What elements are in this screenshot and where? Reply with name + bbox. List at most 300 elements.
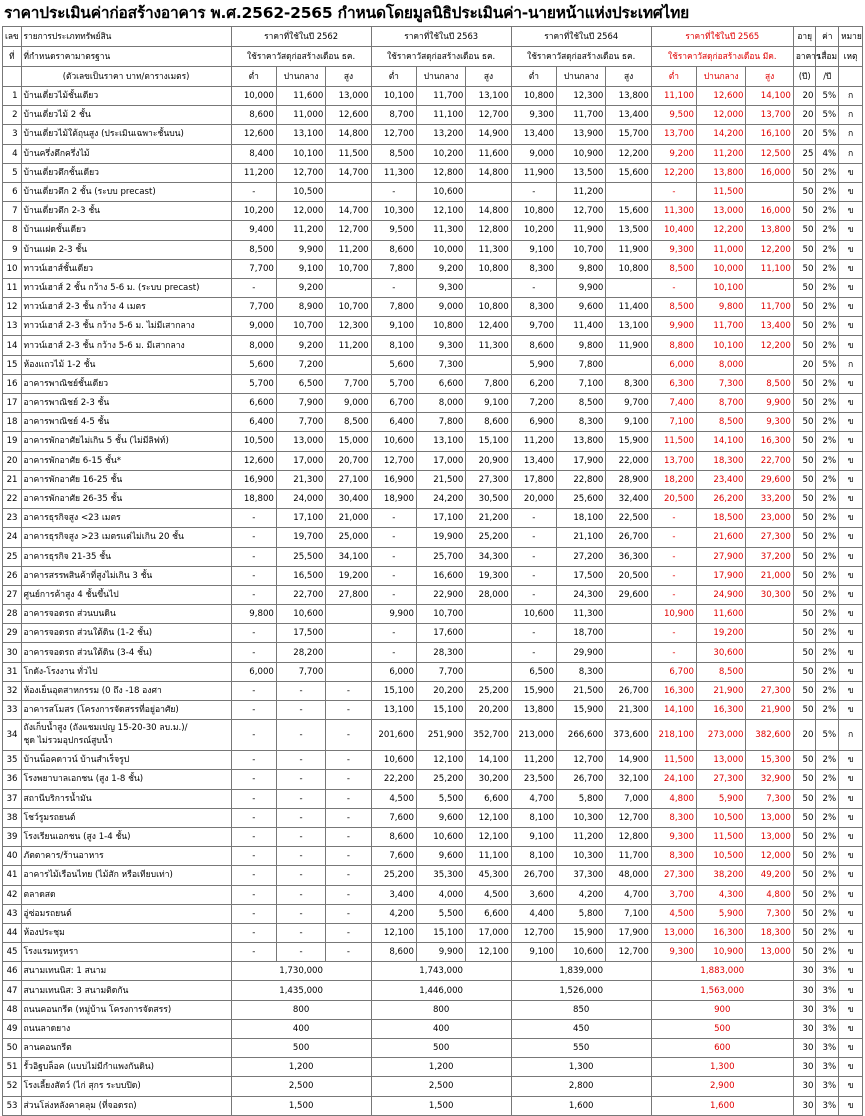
- price-2562-low: -: [231, 624, 276, 643]
- price-2564-mid: 18,100: [556, 509, 605, 528]
- price-2564-low: 9,700: [511, 317, 556, 336]
- price-2563-high: 8,600: [466, 413, 511, 432]
- price-2564-high: 11,900: [606, 240, 651, 259]
- price-2563-high: 14,100: [466, 751, 511, 770]
- price-2564-mid: 10,700: [556, 240, 605, 259]
- price-2563-low: -: [371, 643, 416, 662]
- price-2563-high: 11,100: [466, 847, 511, 866]
- price-2564-low: -: [511, 509, 556, 528]
- depreciation-rate: 2%: [816, 451, 839, 470]
- price-2564-low: 8,300: [511, 298, 556, 317]
- price-2563-mid: 9,300: [416, 336, 465, 355]
- price-2563-high: 15,100: [466, 432, 511, 451]
- price-2564-high: 20,500: [606, 566, 651, 585]
- price-2563-low: 10,100: [371, 87, 416, 106]
- depreciation-rate: 5%: [816, 720, 839, 751]
- price-2562-high: 11,200: [326, 240, 371, 259]
- price-2562-high: [326, 278, 371, 297]
- row-number: 20: [3, 451, 22, 470]
- building-life: 50: [793, 866, 816, 885]
- price-2562-mid: -: [276, 681, 325, 700]
- price-2563-mid: 10,800: [416, 317, 465, 336]
- price-2565-mid: 27,900: [697, 547, 746, 566]
- price-2562-low: -: [231, 528, 276, 547]
- price-2562-mid: 17,000: [276, 451, 325, 470]
- price-2565-high: 23,000: [746, 509, 793, 528]
- depreciation-rate: 5%: [816, 125, 839, 144]
- price-2565-low: 24,100: [651, 770, 696, 789]
- price-2565-high: 9,900: [746, 394, 793, 413]
- price-2565-low: -: [651, 509, 696, 528]
- price-2565-mid: 12,600: [697, 87, 746, 106]
- price-2564-high: 22,000: [606, 451, 651, 470]
- price-2565-low: -: [651, 624, 696, 643]
- item-name-text: อาคารสรรพสินค้าที่สูงไม่เกิน 3 ชั้น: [23, 570, 153, 581]
- item-name-text: อาคารพักอาศัย 16-25 ชั้น: [23, 474, 123, 485]
- price-2563-high: 27,300: [466, 470, 511, 489]
- building-life: 25: [793, 144, 816, 163]
- price-2565-low: 10,400: [651, 221, 696, 240]
- row-number: 13: [3, 317, 22, 336]
- price-2562-low: -: [231, 547, 276, 566]
- price-2562-low: 5,700: [231, 374, 276, 393]
- item-name: [21, 566, 231, 585]
- price-2564-mid: 9,800: [556, 259, 605, 278]
- price-2563-low: 7,600: [371, 847, 416, 866]
- building-life: 50: [793, 566, 816, 585]
- price-2563-mid: 12,100: [416, 202, 465, 221]
- depreciation-rate: 2%: [816, 681, 839, 700]
- table-row: [3, 662, 863, 681]
- price-2565-mid: 21,600: [697, 528, 746, 547]
- item-name-text: สถานีบริการน้ำมัน: [23, 793, 92, 804]
- price-2563-low: 7,800: [371, 298, 416, 317]
- note-code: ข: [839, 624, 863, 643]
- note-code: ข: [839, 585, 863, 604]
- price-2563-high: 25,200: [466, 681, 511, 700]
- price-2564-mid: 12,300: [556, 87, 605, 106]
- price-2563-low: 4,500: [371, 789, 416, 808]
- price-2565-mid: 16,300: [697, 701, 746, 720]
- price-2564-low: 8,100: [511, 847, 556, 866]
- price-2564-high: 9,100: [606, 413, 651, 432]
- item-name-text: บ้านเดี่ยวไม้ชั้นเดียว: [23, 91, 99, 102]
- item-header-3: (ตัวเลขเป็นราคา บาท/ตารางเมตร): [21, 67, 231, 87]
- row-number: 3: [3, 125, 22, 144]
- price-2563: 1,446,000: [371, 981, 511, 1000]
- price-2565-high: 8,500: [746, 374, 793, 393]
- price-2565-high: 16,000: [746, 163, 793, 182]
- price-2563-mid: 25,200: [416, 770, 465, 789]
- price-2565: 1,563,000: [651, 981, 793, 1000]
- price-2564-mid: 10,300: [556, 808, 605, 827]
- price-2564-low: -: [511, 585, 556, 604]
- price-2562-low: 6,600: [231, 394, 276, 413]
- price-2563-mid: 10,700: [416, 605, 465, 624]
- price-2564-low: -: [511, 643, 556, 662]
- item-name-text: อาคารพักอาศัย 6-15 ชั้น*: [23, 455, 122, 466]
- price-2565-mid: 18,500: [697, 509, 746, 528]
- note-code: ข: [839, 451, 863, 470]
- price-2565-low: -: [651, 566, 696, 585]
- price-2562-mid: 13,000: [276, 432, 325, 451]
- table-row: [3, 87, 863, 106]
- building-life: 50: [793, 336, 816, 355]
- row-number: 42: [3, 885, 22, 904]
- depreciation-rate: 2%: [816, 789, 839, 808]
- price-2563-mid: 20,200: [416, 681, 465, 700]
- item-name: [21, 681, 231, 700]
- building-life: 30: [793, 981, 816, 1000]
- row-number: 44: [3, 923, 22, 942]
- depreciation-rate: 2%: [816, 866, 839, 885]
- price-2563-high: 6,600: [466, 904, 511, 923]
- price-2565-mid: 18,300: [697, 451, 746, 470]
- price-2562-low: -: [231, 770, 276, 789]
- table-row: [3, 413, 863, 432]
- building-life: 50: [793, 808, 816, 827]
- row-number: 47: [3, 981, 22, 1000]
- building-life: 30: [793, 1058, 816, 1077]
- price-2565-low: -: [651, 547, 696, 566]
- table-row: [3, 278, 863, 297]
- price-2562: 500: [231, 1039, 371, 1058]
- price-2563-low: -: [371, 566, 416, 585]
- price-2562-low: -: [231, 182, 276, 201]
- row-number: 34: [3, 720, 22, 751]
- price-2562-high: 15,000: [326, 432, 371, 451]
- price-2564-mid: 266,600: [556, 720, 605, 751]
- price-2563-low: 25,200: [371, 866, 416, 885]
- depreciation-rate: 2%: [816, 624, 839, 643]
- depreciation-rate: 5%: [816, 355, 839, 374]
- table-row: [3, 202, 863, 221]
- price-2563-high: 14,800: [466, 163, 511, 182]
- item-name-text: ห้องประชุม: [23, 927, 65, 938]
- price-2564-high: [606, 278, 651, 297]
- table-row: [3, 547, 863, 566]
- price-2565-low: 18,200: [651, 470, 696, 489]
- row-number: 14: [3, 336, 22, 355]
- table-row: [3, 866, 863, 885]
- price-2563-low: 3,400: [371, 885, 416, 904]
- note-code: ก: [839, 106, 863, 125]
- item-name: [21, 1019, 231, 1038]
- price-2563-high: 12,800: [466, 221, 511, 240]
- price-2562-mid: -: [276, 701, 325, 720]
- price-2564-low: 11,900: [511, 163, 556, 182]
- price-2562-mid: 8,900: [276, 298, 325, 317]
- row-number: 36: [3, 770, 22, 789]
- page-title: ราคาประเมินค่าก่อสร้างอาคาร พ.ศ.2562-2565 กำหนดโดยมูลนิธิประเมินค่า-นายหน้าแห่งประเทศไทย: [4, 4, 690, 22]
- price-2562-mid: 28,200: [276, 643, 325, 662]
- price-2565: 1,300: [651, 1058, 793, 1077]
- table-row: [3, 240, 863, 259]
- price-2562-high: -: [326, 789, 371, 808]
- price-2565-high: 18,300: [746, 923, 793, 942]
- price-2562-low: -: [231, 808, 276, 827]
- price-2565-mid: 10,500: [697, 847, 746, 866]
- price-2565-low: 14,100: [651, 701, 696, 720]
- price-2562-low: -: [231, 681, 276, 700]
- price-2563-high: 30,200: [466, 770, 511, 789]
- price-2562-high: 7,700: [326, 374, 371, 393]
- building-life: 50: [793, 509, 816, 528]
- depreciation-rate: 2%: [816, 182, 839, 201]
- item-name-text: อาคารสโมสร (โครงการจัดสรรที่อยู่อาศัย): [23, 705, 179, 716]
- building-life: 50: [793, 432, 816, 451]
- row-number: 21: [3, 470, 22, 489]
- price-2565-high: 33,200: [746, 489, 793, 508]
- price-2563-mid: 5,500: [416, 789, 465, 808]
- price-2565-low: 11,300: [651, 202, 696, 221]
- high-2563: สูง: [466, 67, 511, 87]
- building-life: 30: [793, 962, 816, 981]
- price-2565-low: 9,200: [651, 144, 696, 163]
- item-name-text: บ้านแฝดชั้นเดียว: [23, 225, 86, 236]
- table-row: [3, 106, 863, 125]
- price-2564-high: 4,700: [606, 885, 651, 904]
- price-2562: 400: [231, 1019, 371, 1038]
- item-name: [21, 374, 231, 393]
- row-number: 4: [3, 144, 22, 163]
- row-number: 46: [3, 962, 22, 981]
- price-2565-low: 6,000: [651, 355, 696, 374]
- price-2562-high: -: [326, 808, 371, 827]
- price-2562-high: 21,000: [326, 509, 371, 528]
- table-row: [3, 489, 863, 508]
- item-name-text: ส่วนโล่งหลังคาคลุม (ที่จอดรถ): [23, 1100, 137, 1111]
- depreciation-rate: 4%: [816, 144, 839, 163]
- price-2565-mid: 8,000: [697, 355, 746, 374]
- price-2563-low: 12,700: [371, 125, 416, 144]
- price-2562-low: -: [231, 278, 276, 297]
- note-code: ข: [839, 163, 863, 182]
- row-number: 12: [3, 298, 22, 317]
- price-2565-high: 21,000: [746, 566, 793, 585]
- price-2563-mid: 13,100: [416, 432, 465, 451]
- table-row: [3, 1077, 863, 1096]
- table-header: [3, 27, 863, 87]
- item-name: [21, 509, 231, 528]
- price-2562-mid: 9,200: [276, 278, 325, 297]
- item-name-text: ทาวน์เฮาส์ชั้นเดียว: [23, 263, 94, 274]
- price-2563-mid: 251,900: [416, 720, 465, 751]
- table-row: [3, 470, 863, 489]
- price-2563-low: 8,600: [371, 943, 416, 962]
- item-name: [21, 662, 231, 681]
- price-2564-mid: 7,800: [556, 355, 605, 374]
- price-2564-high: 32,400: [606, 489, 651, 508]
- price-2563-mid: 6,600: [416, 374, 465, 393]
- item-name: [21, 866, 231, 885]
- item-name: [21, 585, 231, 604]
- price-2563-low: 6,000: [371, 662, 416, 681]
- price-2563-mid: 13,200: [416, 125, 465, 144]
- price-2562-high: 10,700: [326, 259, 371, 278]
- item-name-text: อู่ซ่อมรถยนต์: [23, 908, 72, 919]
- price-2564-mid: 13,500: [556, 163, 605, 182]
- price-2564-mid: 15,900: [556, 923, 605, 942]
- price-2563-high: 12,700: [466, 106, 511, 125]
- price-2563-low: 8,700: [371, 106, 416, 125]
- price-2562-mid: -: [276, 847, 325, 866]
- price-2564-mid: 11,200: [556, 182, 605, 201]
- mid-2563: ปานกลาง: [416, 67, 465, 87]
- item-name-text: ห้องแถวไม้ 1-2 ชั้น: [23, 359, 96, 370]
- price-2564-mid: 17,500: [556, 566, 605, 585]
- price-2562-low: -: [231, 904, 276, 923]
- price-2565-low: 13,000: [651, 923, 696, 942]
- row-number: 26: [3, 566, 22, 585]
- price-2565-low: 12,200: [651, 163, 696, 182]
- building-life: 30: [793, 1096, 816, 1115]
- item-name-text: อาคารธุรกิจสูง <23 เมตร: [23, 513, 121, 524]
- row-number: 45: [3, 943, 22, 962]
- price-2562-low: -: [231, 885, 276, 904]
- table-row: [3, 962, 863, 981]
- price-2562-high: [326, 605, 371, 624]
- note-code: ข: [839, 1077, 863, 1096]
- price-2562-mid: 7,700: [276, 662, 325, 681]
- price-2564-low: 12,700: [511, 923, 556, 942]
- item-name-text: บ้านเดี่ยวไม้ 2 ชั้น: [23, 110, 91, 121]
- price-2563-low: 13,100: [371, 701, 416, 720]
- price-2564-mid: 9,900: [556, 278, 605, 297]
- building-life: 50: [793, 394, 816, 413]
- building-life: 50: [793, 240, 816, 259]
- price-2562-low: -: [231, 643, 276, 662]
- price-2563-low: 4,200: [371, 904, 416, 923]
- depreciation-rate: 2%: [816, 240, 839, 259]
- price-2565-high: [746, 643, 793, 662]
- price-2562-high: -: [326, 923, 371, 942]
- price-2562-high: 14,700: [326, 163, 371, 182]
- price-2562-high: 9,000: [326, 394, 371, 413]
- price-2565-low: 9,500: [651, 106, 696, 125]
- price-2563-high: [466, 278, 511, 297]
- item-name: [21, 528, 231, 547]
- year-2563-header: ราคาที่ใช้ในปี 2563: [371, 27, 511, 47]
- price-2564-mid: 22,800: [556, 470, 605, 489]
- price-2562-mid: -: [276, 923, 325, 942]
- price-2562-high: 14,800: [326, 125, 371, 144]
- building-life: 50: [793, 374, 816, 393]
- price-2563-high: 34,300: [466, 547, 511, 566]
- price-2565-mid: 21,900: [697, 681, 746, 700]
- building-life: 50: [793, 547, 816, 566]
- price-2562-low: 12,600: [231, 125, 276, 144]
- price-2562-mid: 7,700: [276, 413, 325, 432]
- building-life: 50: [793, 789, 816, 808]
- price-2564-low: -: [511, 547, 556, 566]
- item-name-text: โชว์รูมรถยนต์: [23, 812, 76, 823]
- note-code: ข: [839, 789, 863, 808]
- price-2563-high: 20,200: [466, 701, 511, 720]
- year-2565-sub: ใช้ราคาวัสดุก่อสร้างเดือน มีค.: [651, 47, 793, 67]
- item-name-text: บ้านเดี่ยวตึก 2-3 ชั้น: [23, 206, 101, 217]
- price-2562-high: -: [326, 904, 371, 923]
- depreciation-rate: 2%: [816, 943, 839, 962]
- depreciation-rate: 3%: [816, 1058, 839, 1077]
- item-name: [21, 298, 231, 317]
- price-2564-low: 213,000: [511, 720, 556, 751]
- price-2565-mid: 12,200: [697, 221, 746, 240]
- building-life: 50: [793, 451, 816, 470]
- year-2562-header: ราคาที่ใช้ในปี 2562: [231, 27, 371, 47]
- item-name-text: ศูนย์การค้าสูง 4 ชั้นขึ้นไป: [23, 589, 119, 600]
- note-code: ข: [839, 681, 863, 700]
- price-2565-mid: 24,900: [697, 585, 746, 604]
- price-2562-mid: 16,500: [276, 566, 325, 585]
- note-code: ข: [839, 751, 863, 770]
- note-code: ข: [839, 374, 863, 393]
- price-2563-low: 10,600: [371, 751, 416, 770]
- price-2564-low: 6,500: [511, 662, 556, 681]
- price-2563-mid: 9,300: [416, 278, 465, 297]
- price-2563-high: 12,400: [466, 317, 511, 336]
- price-2564-mid: 5,800: [556, 789, 605, 808]
- price-2565-low: -: [651, 643, 696, 662]
- life-header-3: (ปี): [793, 67, 816, 87]
- price-2562-low: 16,900: [231, 470, 276, 489]
- price-2564-low: -: [511, 278, 556, 297]
- item-name: [21, 317, 231, 336]
- price-2562-low: -: [231, 943, 276, 962]
- item-name: [21, 125, 231, 144]
- price-2564-high: 26,700: [606, 528, 651, 547]
- price-2565: 900: [651, 1000, 793, 1019]
- price-2562-high: -: [326, 720, 371, 751]
- price-2564-high: [606, 643, 651, 662]
- price-2562-mid: 10,700: [276, 317, 325, 336]
- row-number: 27: [3, 585, 22, 604]
- item-name: [21, 432, 231, 451]
- depreciation-rate: 2%: [816, 336, 839, 355]
- depreciation-rate: 3%: [816, 1039, 839, 1058]
- price-2565-high: 12,500: [746, 144, 793, 163]
- price-2562-mid: 11,000: [276, 106, 325, 125]
- price-2563-low: 8,600: [371, 240, 416, 259]
- price-2562-mid: 22,700: [276, 585, 325, 604]
- price-2565-high: 12,200: [746, 336, 793, 355]
- note-code: ข: [839, 298, 863, 317]
- price-2562-mid: -: [276, 751, 325, 770]
- building-life: 50: [793, 827, 816, 846]
- price-2564-low: 6,900: [511, 413, 556, 432]
- depreciation-rate: 3%: [816, 1000, 839, 1019]
- depreciation-rate: 2%: [816, 585, 839, 604]
- item-name-text: ทาวน์เฮาส์ 2-3 ชั้น กว้าง 5-6 ม. ไม่มีเสากลาง: [23, 321, 195, 332]
- price-2563-mid: 12,100: [416, 751, 465, 770]
- price-2565-mid: 8,500: [697, 662, 746, 681]
- price-2562-high: [326, 182, 371, 201]
- price-2564-high: 48,000: [606, 866, 651, 885]
- price-2563-high: 12,100: [466, 943, 511, 962]
- price-2564-high: 11,900: [606, 336, 651, 355]
- price-2564-low: 4,700: [511, 789, 556, 808]
- dep-header-2: เสื่อม: [816, 47, 839, 67]
- price-2565-low: 3,700: [651, 885, 696, 904]
- note-code: ข: [839, 509, 863, 528]
- item-name-text: ทาวน์เฮาส์ 2 ชั้น กว้าง 5-6 ม. (ระบบ precast): [23, 282, 200, 293]
- dep-header: ค่า: [816, 27, 839, 47]
- item-name-text: บ้านเดี่ยวตึกชั้นเดียว: [23, 167, 99, 178]
- price-2565-mid: 11,600: [697, 605, 746, 624]
- price-2563-high: 10,800: [466, 298, 511, 317]
- price-2562-high: 20,700: [326, 451, 371, 470]
- building-life: 20: [793, 87, 816, 106]
